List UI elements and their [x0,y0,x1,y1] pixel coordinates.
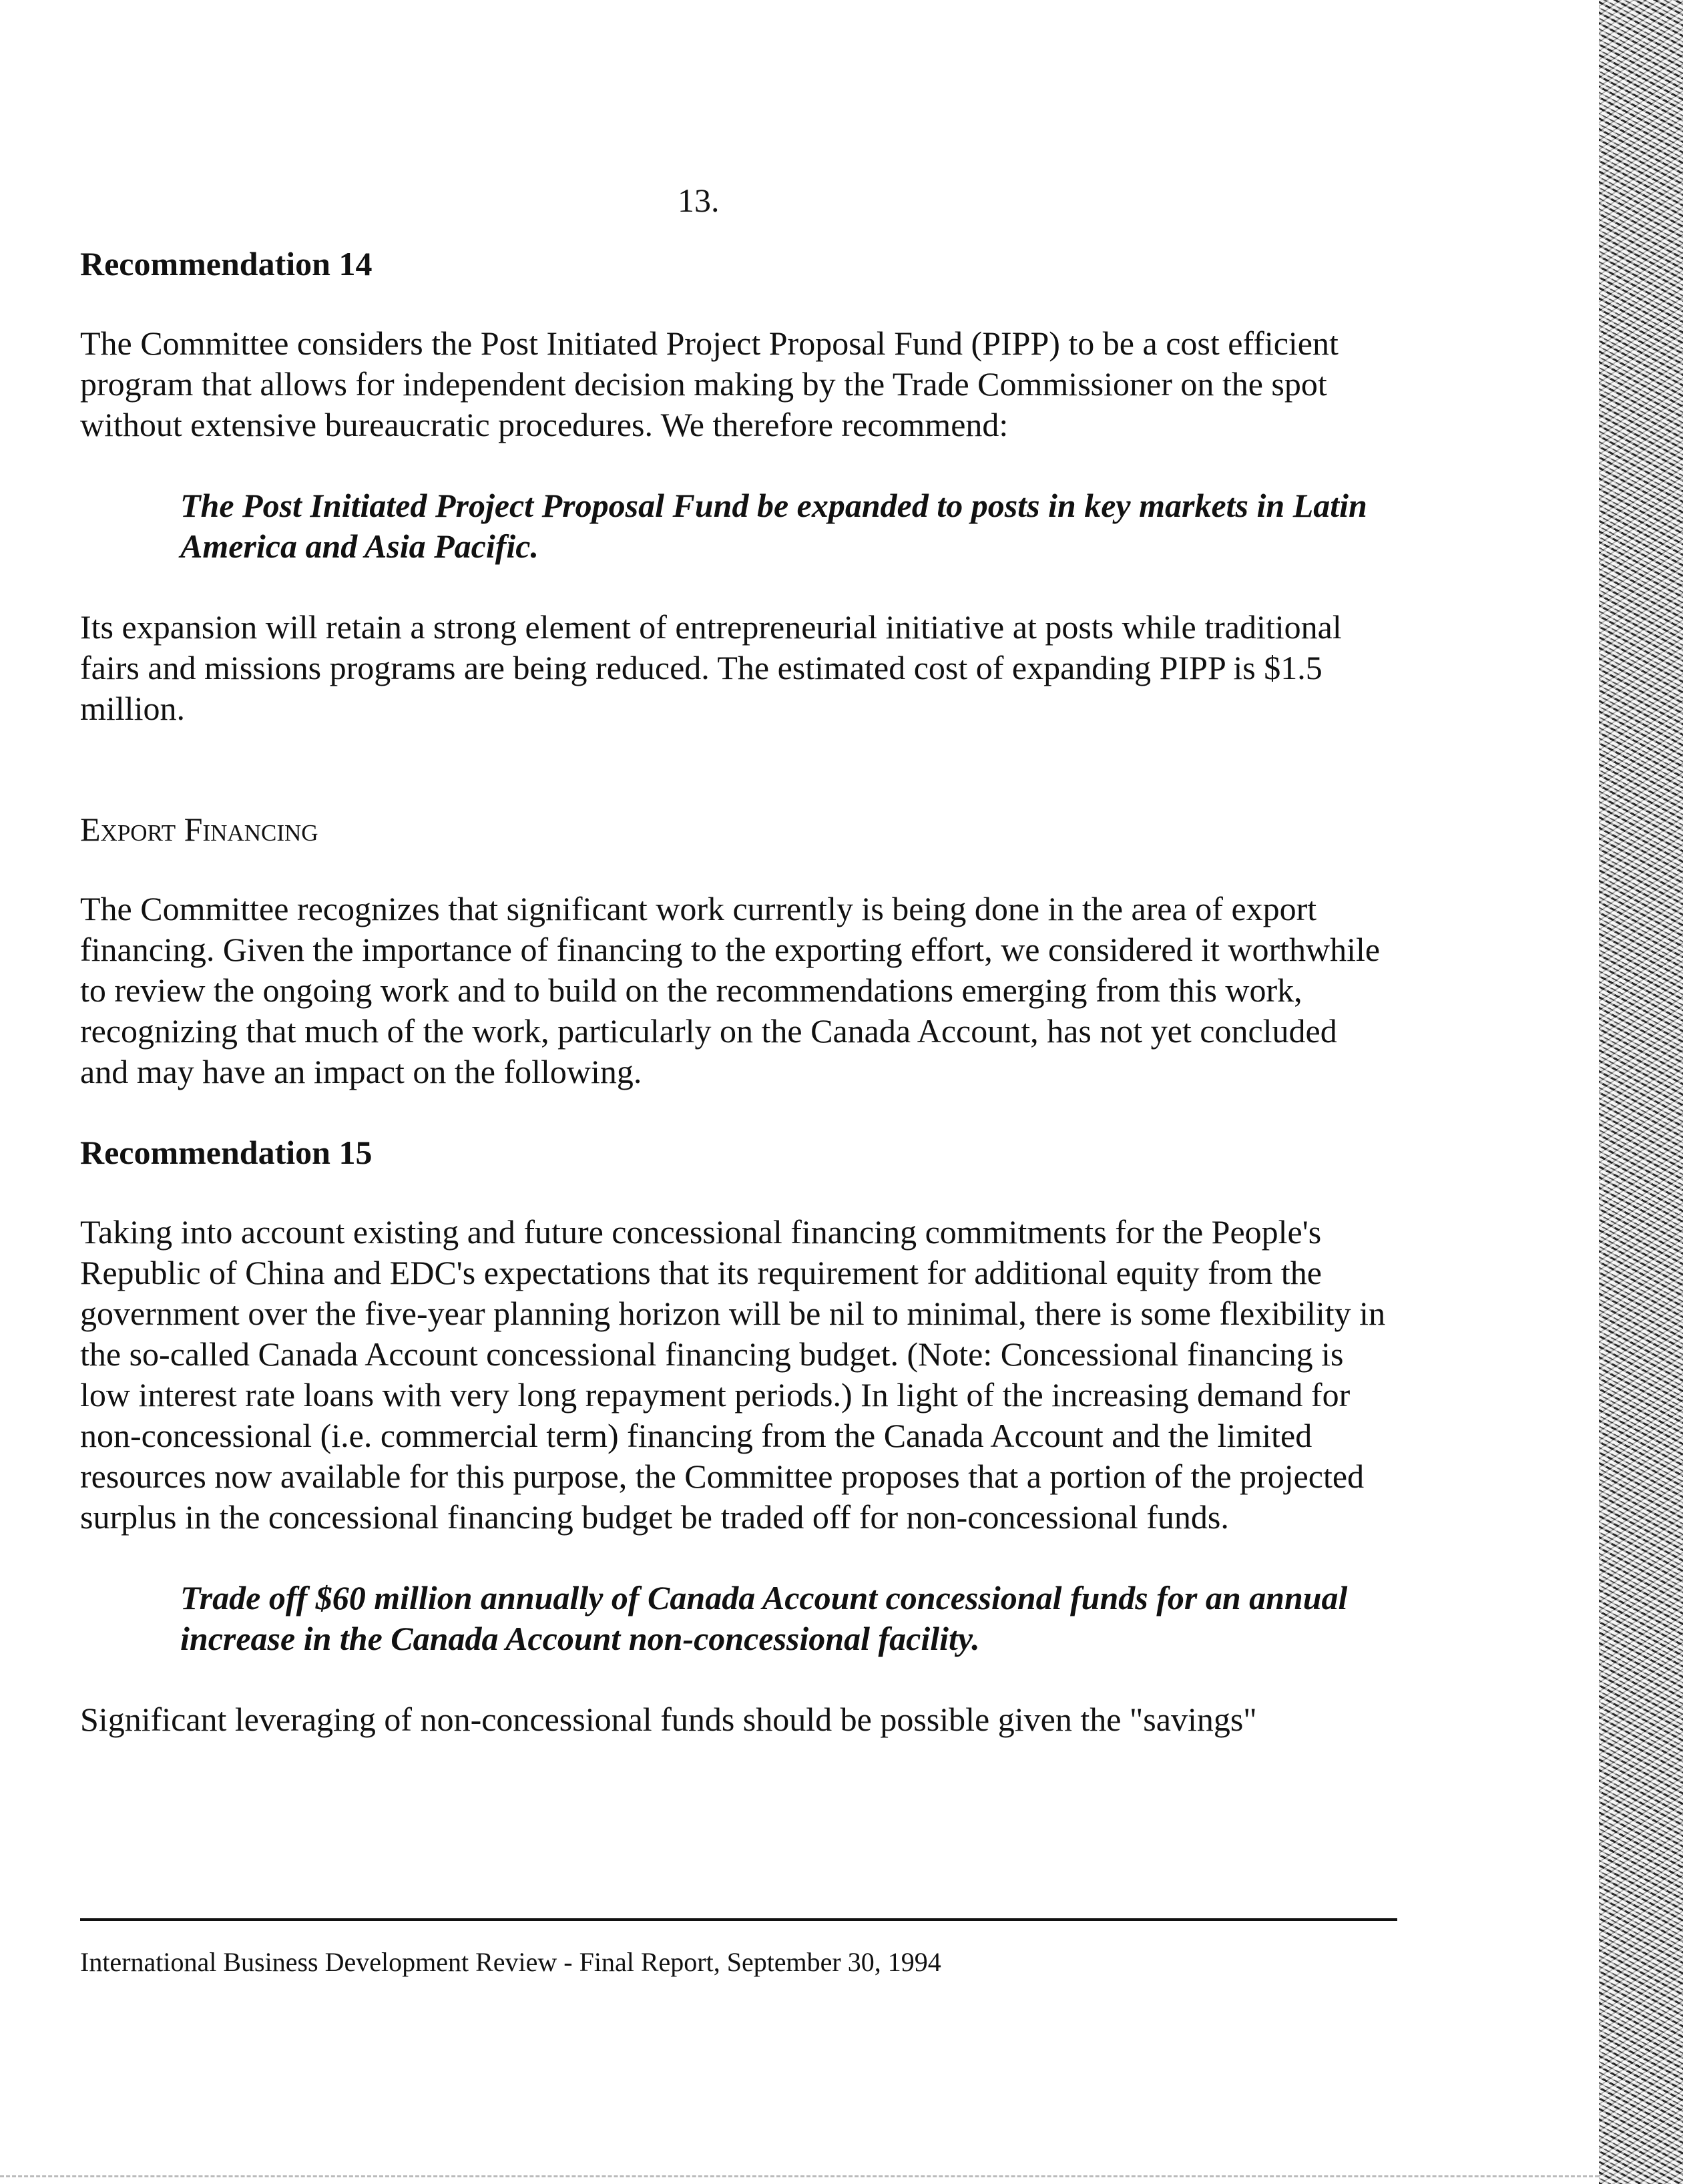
export-financing-paragraph: The Committee recognizes that significant work currently is being done in the area of export financing. Given the importance of financing to the exporting effort, we considered it worthwhile to review the ongoing work and to build on the recommendations emerging from this work, recognizing that much of the work, particularly on the Canada Account, has not yet concluded and may have an impact on the following. [80,890,1381,1090]
recommendation-15-text: Trade off $60 million annually of Canada Account concessional funds for an annual increase in the Canada Account non-concessional facility. [180,1579,1348,1657]
scan-bottom-artifact [0,2175,1599,2177]
page-content [80,244,1389,1780]
page-footer: International Business Development Review - Final Report, September 30, 1994 [80,1947,941,1977]
export-financing-heading: Export Financing [80,811,318,848]
recommendation-14-heading: Recommendation 14 [80,245,373,282]
recommendation-14-followup: Its expansion will retain a strong element of entrepreneurial initiative at posts while traditional fairs and missions programs are being reduced. The estimated cost of expanding PIPP is $1.5 million. [80,608,1342,727]
scan-edge-noise [1599,0,1683,2184]
footer-divider [80,1918,1397,1921]
recommendation-14-intro: The Committee considers the Post Initiated Project Proposal Fund (PIPP) to be a cost efficient program that allows for independent decision making by the Trade Commissioner on the spot without extensive bureaucratic procedures. We therefore recommend: [80,324,1339,443]
recommendation-15-intro: Taking into account existing and future concessional financing commitments for the People's Republic of China and EDC's expectations that its requirement for additional equity from the government over the five-year planning horizon will be nil to minimal, there is some flexibility in the so-called Canada Account concessional financing budget. (Note: Concessional financing is low interest rate loans with very long repayment periods.) In light of the increasing demand for non-concessional (i.e. commercial term) financing from the Canada Account and the limited resources now available for this purpose, the Committee proposes that a portion of the projected surplus in the concessional financing budget be traded off for non-concessional funds. [80,1213,1386,1536]
recommendation-15-heading: Recommendation 15 [80,1134,373,1171]
page-number: 13. [678,182,720,219]
recommendation-15-followup: Significant leveraging of non-concessional funds should be possible given the "savings" [80,1701,1257,1738]
recommendation-14-text: The Post Initiated Project Proposal Fund be expanded to posts in key markets in Latin America and Asia Pacific. [180,487,1367,565]
